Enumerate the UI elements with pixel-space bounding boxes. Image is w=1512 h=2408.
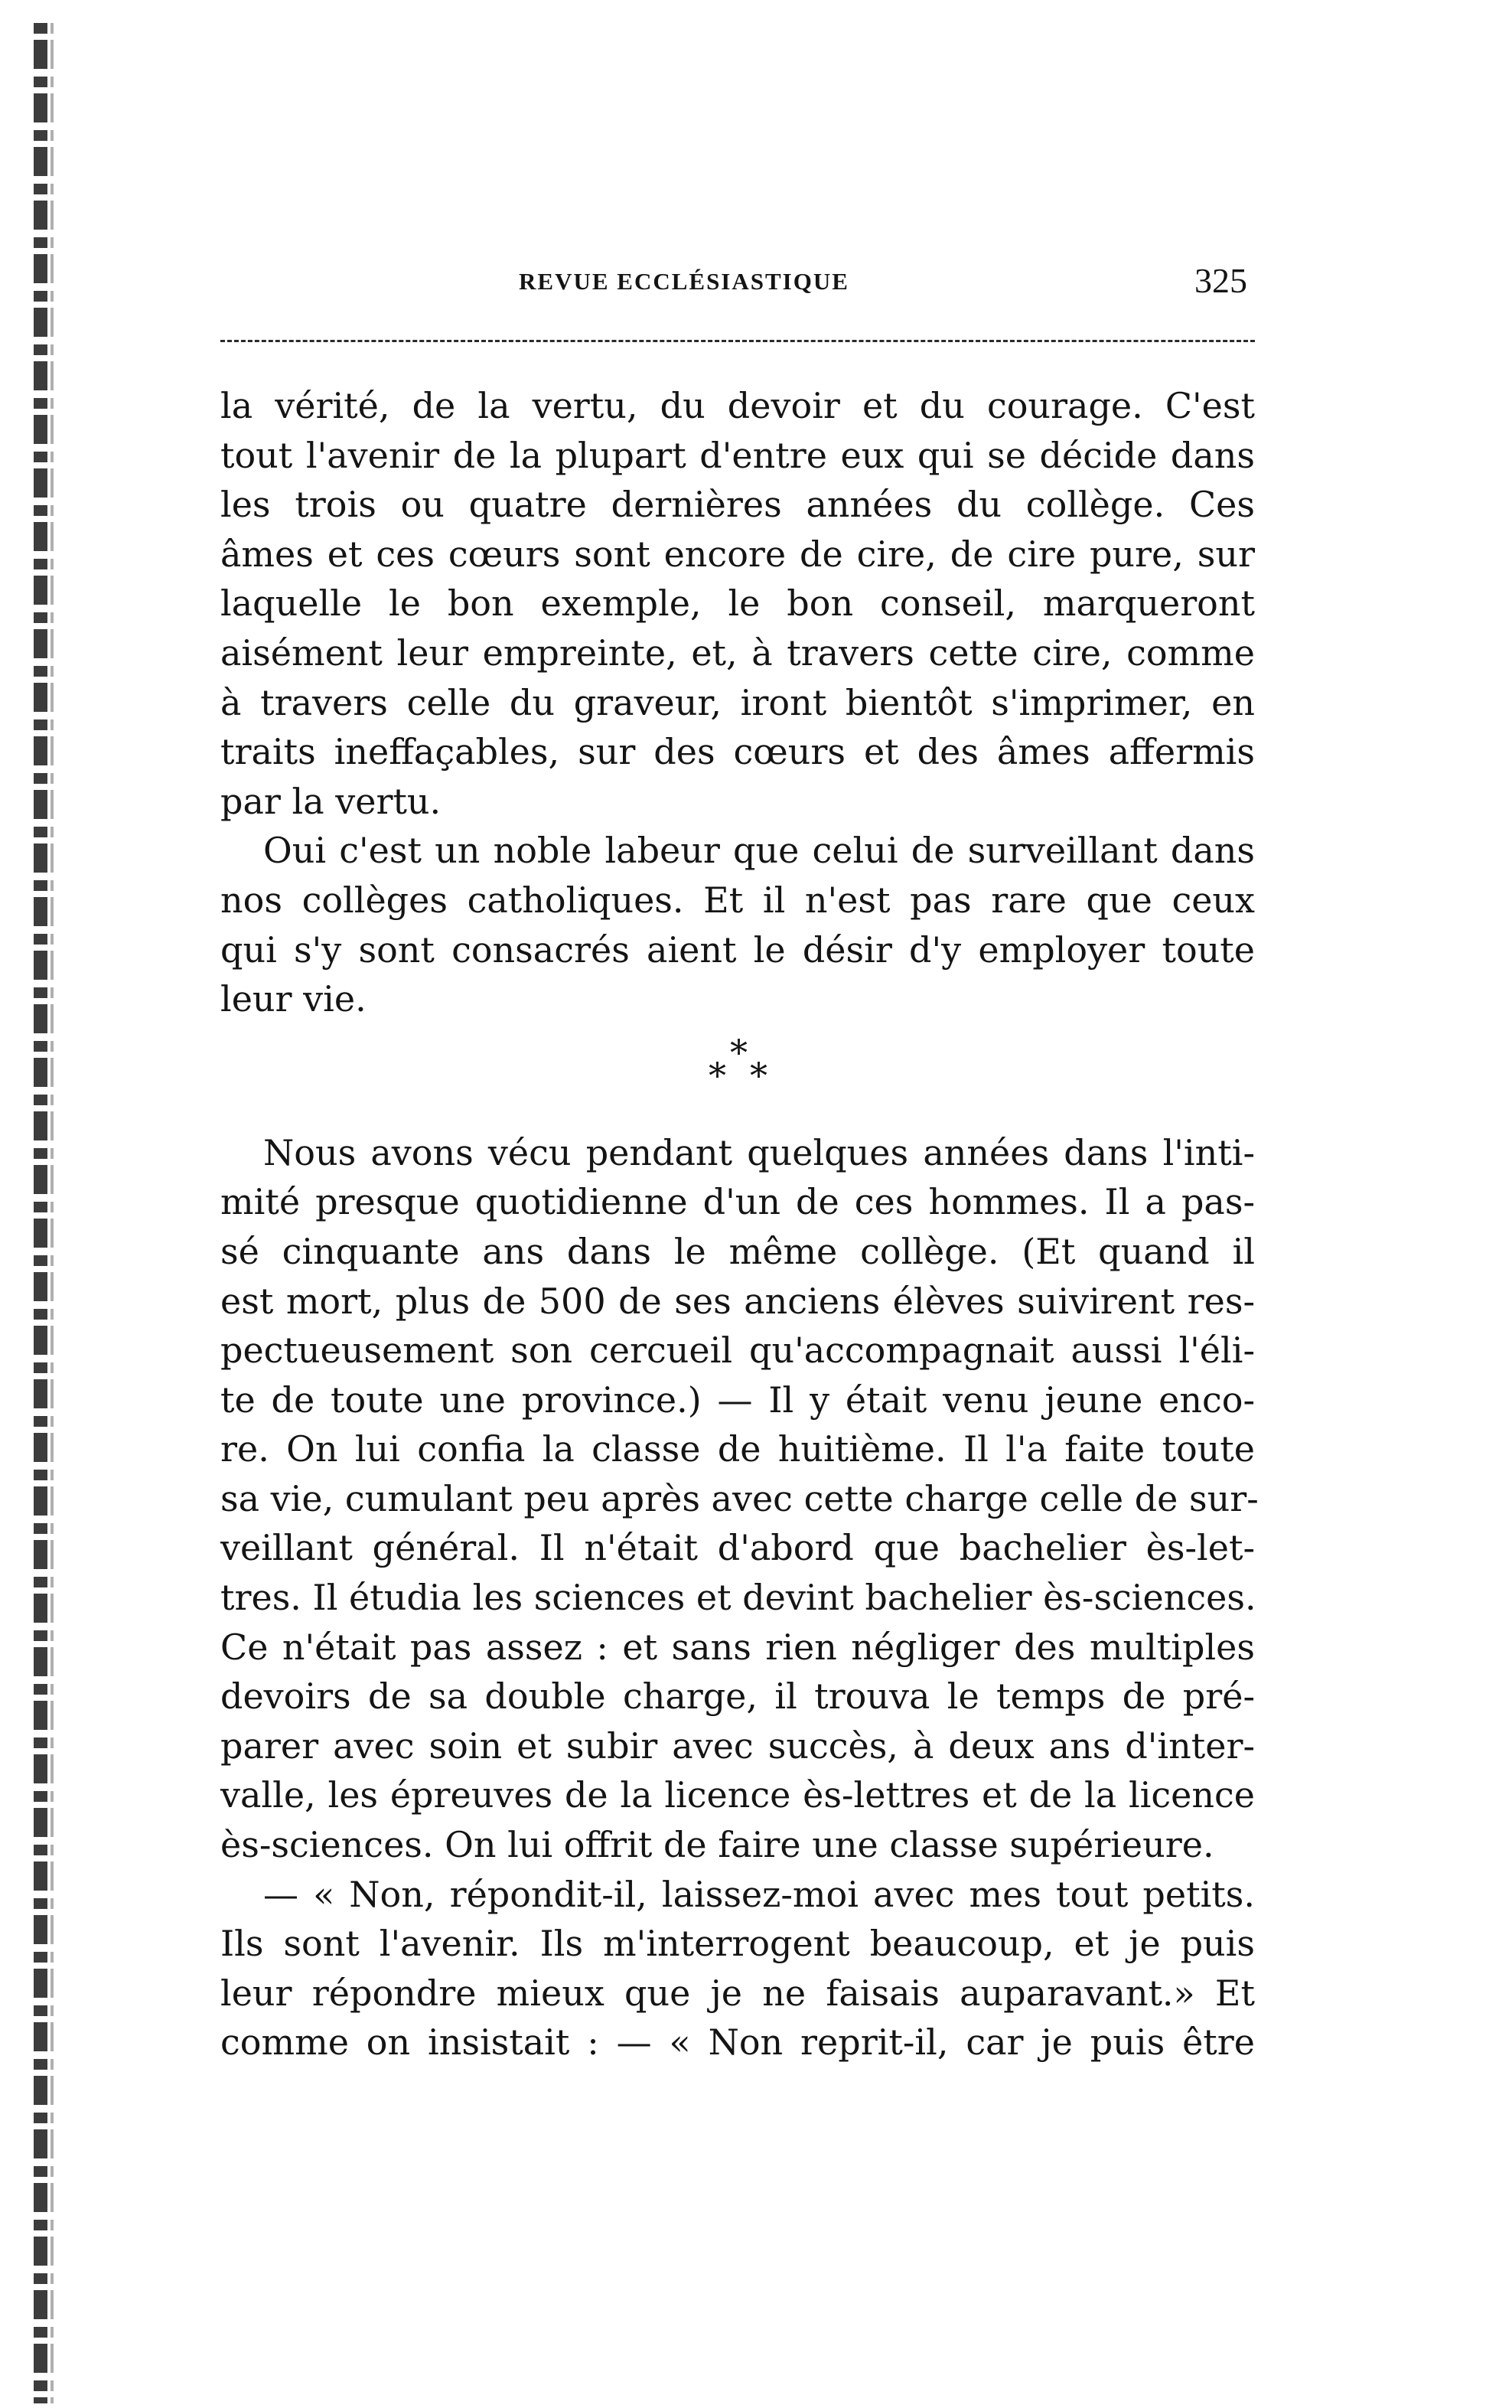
text-line: qui s'y sont consacrés aient le désir d'y employer toute xyxy=(220,928,1255,971)
text-line: devoirs de sa double charge, il trouva le temps de pré- xyxy=(220,1675,1255,1718)
text-line: Oui c'est un noble labeur que celui de surveillant dans xyxy=(263,830,1255,872)
asterism-star: * xyxy=(750,1054,767,1096)
text-line: Ils sont l'avenir. Ils m'interrogent beaucoup, et je puis xyxy=(220,1923,1255,1965)
text-line: laquelle le bon exemple, le bon conseil, marqueront xyxy=(220,582,1255,625)
running-head: REVUE ECCLÉSIASTIQUE xyxy=(519,268,849,295)
text-line: sé cinquante ans dans le même collège. (Et quand il xyxy=(220,1230,1255,1272)
text-line: est mort, plus de 500 de ses anciens élèves suivirent res- xyxy=(220,1280,1255,1322)
page-header xyxy=(220,254,1255,315)
text-line: leur vie. xyxy=(220,978,367,1020)
text-line: âmes et ces cœurs sont encore de cire, de cire pure, sur xyxy=(220,533,1255,575)
asterism-star: * xyxy=(730,1031,748,1073)
text-line: sa vie, cumulant peu après avec cette charge celle de sur- xyxy=(220,1477,1259,1519)
asterism-separator xyxy=(220,1024,1255,1128)
text-line: aisément leur empreinte, et, à travers cette cire, comme xyxy=(220,631,1255,674)
paragraph-2 xyxy=(220,826,1255,1023)
paragraph-4 xyxy=(220,1870,1255,2067)
text-line: mité presque quotidienne d'un de ces hommes. Il a pas- xyxy=(220,1181,1255,1223)
text-line: comme on insistait : — « Non reprit-il, car je puis être xyxy=(220,2021,1255,2064)
text-line: Nous avons vécu pendant quelques années dans l'inti- xyxy=(263,1131,1255,1173)
text-line: parer avec soin et subir avec succès, à deux ans d'inter- xyxy=(220,1724,1255,1767)
text-line: les trois ou quatre dernières années du collège. Ces xyxy=(220,484,1255,526)
asterism-star: * xyxy=(709,1054,726,1096)
text-line: ès-sciences. On lui offrit de faire une classe supérieure. xyxy=(220,1824,1214,1866)
text-line: la vérité, de la vertu, du devoir et du courage. C'est xyxy=(220,385,1255,426)
body-text xyxy=(220,381,1259,2067)
header-rule xyxy=(220,340,1255,342)
page-binding-shadow xyxy=(51,23,54,2403)
text-line: nos collèges catholiques. Et il n'est pas rare que ceux xyxy=(220,879,1255,921)
text-line: leur répondre mieux que je ne faisais auparavant.» Et xyxy=(220,1972,1255,2014)
text-line: — « Non, répondit-il, laissez-moi avec mes tout petits. xyxy=(263,1873,1255,1915)
text-line: par la vertu. xyxy=(220,780,442,822)
text-line: te de toute une province.) — Il y était venu jeune enco- xyxy=(220,1379,1255,1421)
text-line: traits ineffaçables, sur des cœurs et des âmes affermis xyxy=(220,731,1255,773)
text-line: pectueusement son cercueil qu'accompagnait aussi l'éli- xyxy=(220,1330,1255,1372)
page-number: 325 xyxy=(1194,261,1247,300)
page-binding-edge xyxy=(34,23,47,2403)
text-line: tout l'avenir de la plupart d'entre eux qui se décide dans xyxy=(220,434,1255,476)
text-line: re. On lui confia la classe de huitième. Il l'a faite toute xyxy=(220,1428,1255,1470)
paragraph-1 xyxy=(220,381,1255,826)
text-line: Ce n'était pas assez : et sans rien négliger des multiples xyxy=(220,1626,1255,1668)
text-line: veillant général. Il n'était d'abord que bachelier ès-let- xyxy=(220,1527,1255,1569)
paragraph-3 xyxy=(220,1128,1259,1870)
text-line: tres. Il étudia les sciences et devint bachelier ès-sciences. xyxy=(220,1577,1256,1619)
text-line: valle, les épreuves de la licence ès-lettres et de la licence xyxy=(220,1774,1255,1816)
text-line: à travers celle du graveur, iront bientôt s'imprimer, en xyxy=(220,681,1255,723)
